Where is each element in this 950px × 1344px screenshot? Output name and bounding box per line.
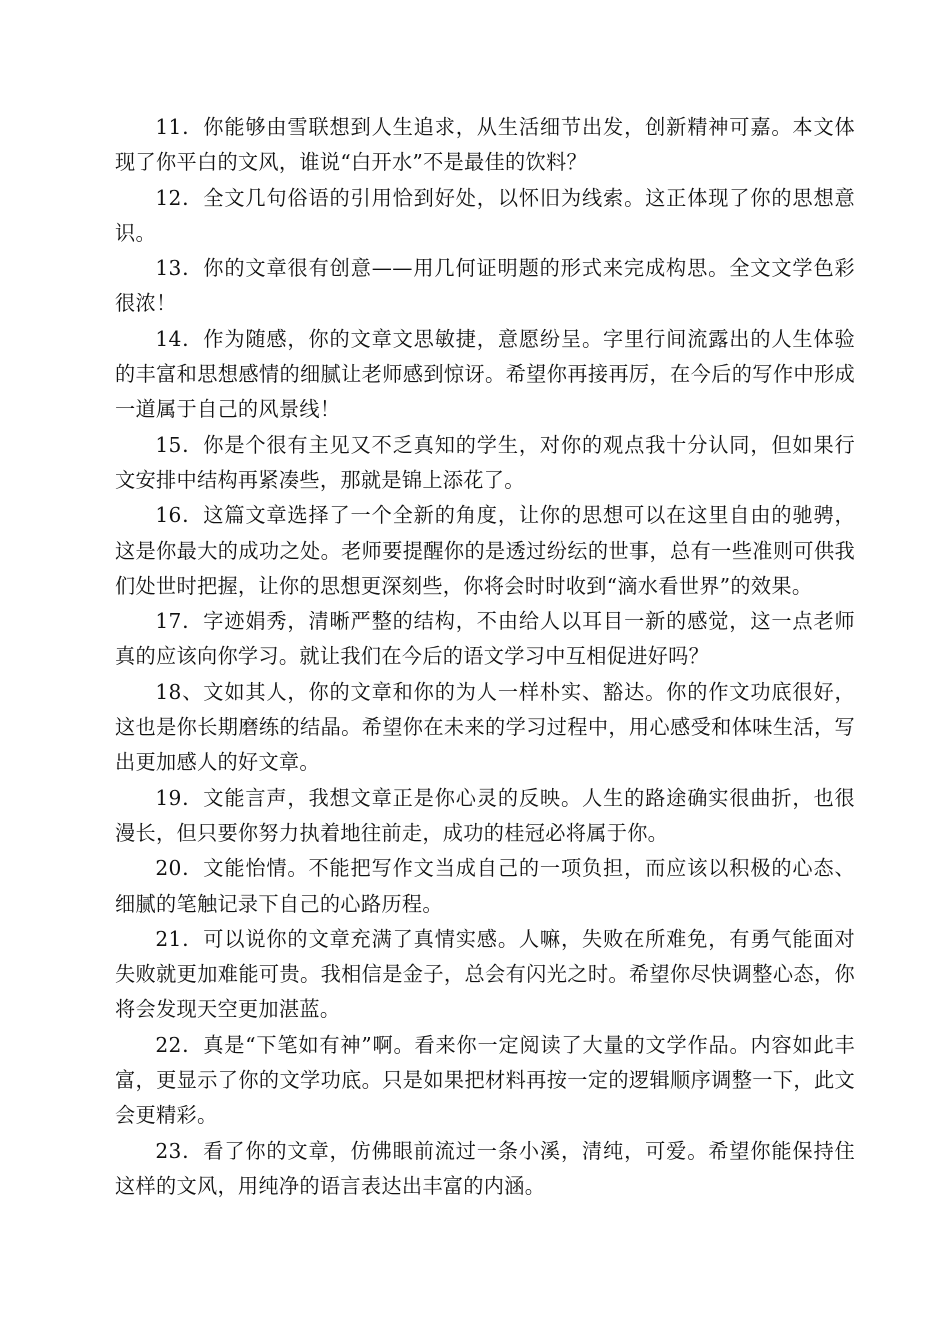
comment-paragraph-14: 14．作为随感，你的文章文思敏捷，意愿纷呈。字里行间流露出的人生体验的丰富和思想感情的细腻让老师感到惊讶。希望你再接再厉，在今后的写作中形成一道属于自己的风景线！ (115, 326, 855, 422)
comment-paragraph-20: 20．文能怡情。不能把写作文当成自己的一项负担，而应该以积极的心态、细腻的笔触记录下自己的心路历程。 (115, 856, 855, 916)
comment-paragraph-17: 17．字迹娟秀，清晰严整的结构，不由给人以耳目一新的感觉，这一点老师真的应该向你学习。就让我们在今后的语文学习中互相促进好吗？ (115, 609, 855, 669)
comment-paragraph-23: 23．看了你的文章，仿佛眼前流过一条小溪，清纯，可爱。希望你能保持住这样的文风，用纯净的语言表达出丰富的内涵。 (115, 1138, 855, 1198)
comment-paragraph-18: 18、文如其人，你的文章和你的为人一样朴实、豁达。你的作文功底很好，这也是你长期磨练的结晶。希望你在未来的学习过程中，用心感受和体味生活，写出更加感人的好文章。 (115, 679, 855, 775)
comments-list (115, 110, 855, 1204)
comment-paragraph-15: 15．你是个很有主见又不乏真知的学生，对你的观点我十分认同，但如果行文安排中结构再紧凑些，那就是锦上添花了。 (115, 432, 855, 492)
comment-paragraph-13: 13．你的文章很有创意——用几何证明题的形式来完成构思。全文文学色彩很浓！ (115, 256, 855, 316)
comment-paragraph-22: 22．真是“下笔如有神”啊。看来你一定阅读了大量的文学作品。内容如此丰富，更显示了你的文学功底。只是如果把材料再按一定的逻辑顺序调整一下，此文会更精彩。 (115, 1032, 855, 1128)
comment-paragraph-19: 19．文能言声，我想文章正是你心灵的反映。人生的路途确实很曲折，也很漫长，但只要你努力执着地往前走，成功的桂冠必将属于你。 (115, 785, 855, 845)
comment-paragraph-16: 16．这篇文章选择了一个全新的角度，让你的思想可以在这里自由的驰骋，这是你最大的成功之处。老师要提醒你的是透过纷纭的世事，总有一些准则可供我们处世时把握，让你的思想更深刻些，你将会时时收到“滴水看世界”的效果。 (115, 503, 855, 598)
comment-paragraph-21: 21．可以说你的文章充满了真情实感。人嘛，失败在所难免，有勇气能面对失败就更加难能可贵。我相信是金子，总会有闪光之时。希望你尽快调整心态，你将会发现天空更加湛蓝。 (115, 926, 855, 1022)
comment-paragraph-11: 11．你能够由雪联想到人生追求，从生活细节出发，创新精神可嘉。本文体现了你平白的文风，谁说“白开水”不是最佳的饮料？ (115, 115, 855, 175)
comment-paragraph-12: 12．全文几句俗语的引用恰到好处，以怀旧为线索。这正体现了你的思想意识。 (115, 185, 855, 245)
